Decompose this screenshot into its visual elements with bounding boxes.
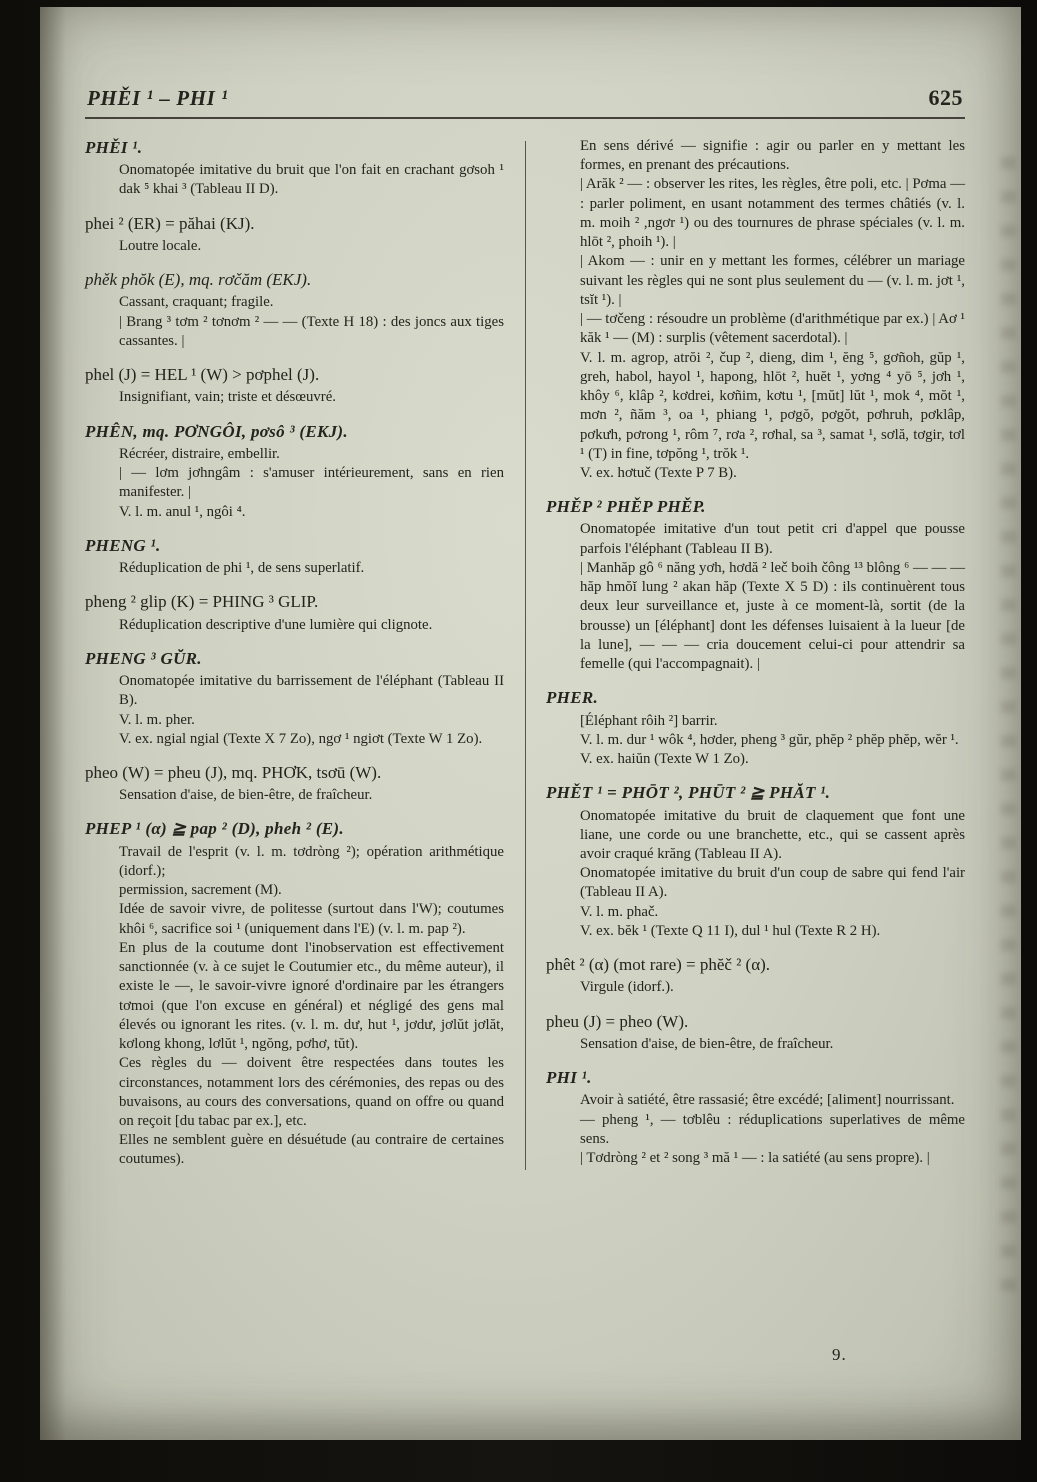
- entry-paragraph: V. l. m. phač.: [580, 903, 659, 920]
- dictionary-entry: [546, 1011, 965, 1054]
- entry-paragraph: En plus de la coutume dont l'inobservation est effectivement sanctionnée (v. à ce sujet le Coutumier etc., du même auteur), il existe le —, le savoir-vivre ignoré d'ordinaire par les étrangers tơmoi (que l'on excuse en général) et négligé des gens mal élevés ou ignorant les rites. (v. l. m. dư, hut ¹, jơdư, jơlŭt jơlăt, kơlong khong, lơlŭt ¹, ngŏng, pơhơ, tŭt).: [119, 939, 504, 1053]
- dictionary-entry: [546, 496, 965, 674]
- entry-paragraph: Sensation d'aise, de bien-être, de fraîcheur.: [580, 1035, 834, 1052]
- dictionary-entry: [546, 1067, 965, 1168]
- entry-paragraph: Virgule (idorf.).: [580, 979, 674, 996]
- entry-body: [85, 786, 504, 805]
- entry-headword: pheo (W) = pheu (J), mq. PHƠK, tsơū (W).: [85, 762, 382, 782]
- entry-body: [85, 616, 504, 635]
- entry-headword: PHENG ³ GŬR.: [85, 648, 202, 668]
- entry-body: [546, 712, 965, 770]
- entry-headword: PHEP ¹ (α) ≧ pap ² (D), pheh ² (E).: [85, 819, 344, 839]
- dictionary-entry: [85, 818, 504, 1169]
- entry-body: [85, 843, 504, 1170]
- entry-paragraph: | Akom — : unir en y mettant les formes, célébrer un mariage suivant les règles qui ne sont plus seulement du — (v. l. m. jơt ¹, tsĭt ¹). |: [580, 253, 965, 308]
- entry-paragraph: Insignifiant, vain; triste et désœuvré.: [119, 389, 336, 406]
- dictionary-entry: [85, 648, 504, 749]
- entry-paragraph: Cassant, craquant; fragile.: [119, 294, 274, 311]
- entry-paragraph: V. l. m. dur ¹ wôk ⁴, hơder, pheng ³ gŭr, phĕp ² phĕp phĕp, wĕr ¹.: [580, 731, 959, 748]
- entry-paragraph: Onomatopée imitative du bruit de claquement que font une liane, une corde ou une branchette, etc., qui se cassent après avoir craqué krăng (Tableau II A).: [580, 807, 965, 863]
- entry-paragraph: Réduplication de phi ¹, de sens superlatif.: [119, 560, 365, 577]
- entry-paragraph: | Arăk ² — : observer les rites, les règles, être poli, etc. | Pơma — : parler poliment, en usant notamment des termes châtiés (v. l. m. moih ² ,ngơr ¹) ou des tournures de phrase spéciales (v. l. m. hlōt ², phoih ¹). |: [580, 176, 965, 251]
- right-column: [546, 137, 965, 1170]
- entry-paragraph: V. ex. haiŭn (Texte W 1 Zo).: [580, 751, 749, 768]
- entry-paragraph: | — lơm jơhngâm : s'amuser intérieurement, sans en rien manifester. |: [119, 465, 504, 501]
- entry-headword: PHĚI ¹.: [85, 138, 143, 157]
- entry-paragraph: V. ex. ngial ngial (Texte X 7 Zo), ngơ ¹ ngiơt (Texte W 1 Zo).: [119, 730, 483, 747]
- entry-body: [85, 237, 504, 256]
- page-number: 625: [928, 85, 963, 110]
- entry-body: [546, 520, 965, 674]
- entry-headword: pheng ² glip (K) = PHING ³ GLIP.: [85, 592, 319, 612]
- entry-paragraph: | Brang ³ tơm ² tơnơm ² — — (Texte H 18) : des joncs aux tiges cassantes. |: [119, 313, 504, 349]
- page-header: [85, 85, 965, 115]
- entry-headword: PHĚP ² PHĚP PHĚP.: [546, 497, 706, 517]
- page-content: [85, 85, 965, 1170]
- dictionary-entry: [546, 954, 965, 997]
- entry-paragraph: Sensation d'aise, de bien-être, de fraîcheur.: [119, 787, 373, 804]
- dictionary-entry: [85, 762, 504, 805]
- dictionary-entry: [546, 137, 965, 483]
- entry-paragraph: En sens dérivé — signifie : agir ou parler en y mettant les formes, en prenant des précautions.: [580, 138, 965, 174]
- entry-paragraph: Elles ne semblent guère en désuétude (au contraire de certaines coutumes).: [119, 1132, 504, 1168]
- dictionary-entry: [85, 269, 504, 351]
- left-column: [85, 137, 504, 1170]
- gutter-shadow: [40, 7, 66, 1440]
- entry-headword: PHĚT ¹ = PHŌT ², PHŪT ² ≧ PHĂT ¹.: [546, 783, 831, 803]
- entry-paragraph: V. l. m. agrop, atrŏi ², čup ², dieng, dim ¹, ĕng ⁵, gơñoh, gŭp ¹, greh, habol, hayol ¹, hapong, hlōt ², huĕt ¹, yơng ⁴ yō ⁵, jơh ¹, khôy ⁶, klâp ², kơdrei, kơñim, kơtu ¹, [mŭt] lŭt ¹, mok ⁴, mŏt ¹, mơn ², ñăm ³, oa ¹, phiang ¹, pơgŏ, pơgŏt, pơhruh, pơklâp, pơkưh, pơrong ¹, rôm ⁷, rơa ², rơhal, sa ³, samat ¹, sơlă, tơgir, tơl ¹ (T) in fine, tơpŏng ¹, trŏk ¹.: [580, 349, 965, 462]
- entry-headword: phêt ² (α) (mot rare) = phĕč ² (α).: [546, 955, 771, 975]
- dictionary-entry: [546, 687, 965, 769]
- entry-paragraph: Récréer, distraire, embellir.: [119, 445, 280, 462]
- header-rule: [85, 117, 965, 119]
- entry-paragraph: V. l. m. pher.: [119, 711, 195, 728]
- entry-headword: PHI ¹.: [546, 1068, 592, 1088]
- entry-paragraph: V. l. m. anul ¹, ngôi ⁴.: [119, 503, 246, 520]
- entry-paragraph: V. ex. hơtuč (Texte P 7 B).: [580, 464, 737, 481]
- entry-paragraph: Idée de savoir vivre, de politesse (surtout dans l'W); coutumes khôi ⁶, sacrifice soi ¹ (uniquement dans l'E) (v. l. m. pap ²).: [119, 901, 504, 937]
- entry-paragraph: Avoir à satiété, être rassasié; être excédé; [aliment] nourrissant.: [580, 1092, 955, 1109]
- entry-paragraph: permission, sacrement (M).: [119, 882, 282, 899]
- entry-paragraph: — pheng ¹, — tơblêu : réduplications superlatives de même sens.: [580, 1111, 965, 1147]
- entry-paragraph: | Tơdròng ² et ² song ³ mă ¹ — : la satiété (au sens propre). |: [580, 1150, 930, 1167]
- entry-headword: phei ² (ER) = păhai (KJ).: [85, 213, 255, 233]
- entry-headword: phel (J) = HEL ¹ (W) > pơphel (J).: [85, 365, 320, 385]
- entry-body: [85, 161, 504, 199]
- entry-body: [546, 978, 965, 997]
- entry-paragraph: Ces règles du — doivent être respectées dans toutes les circonstances, notamment lors des cérémonies, des repas ou des buvaisons, au cours des conversations, quand on offre ou quand on reçoit [du tabac par ex.], etc.: [119, 1055, 504, 1129]
- dictionary-entry: [546, 782, 965, 941]
- dictionary-entry: [85, 535, 504, 578]
- dictionary-entry: [85, 213, 504, 256]
- entry-body: [546, 1035, 965, 1054]
- entry-headword: PHER.: [546, 688, 599, 708]
- column-divider: [525, 141, 526, 1170]
- entry-headword: PHENG ¹.: [85, 535, 161, 555]
- dictionary-entry: [85, 364, 504, 407]
- entry-headword: PHÊN, mq. PƠNGÔI, pơsô ³ (EKJ).: [85, 421, 348, 441]
- entry-paragraph: | Manhăp gô ⁶ năng yơh, hơdă ² leč boih čông ¹³ blông ⁶ — — — hăp hmŏĭ lung ² akan hăp (Texte X 5 D) : ils continuèrent tous deux leur surveillance et, juste à ce moment-là, sortit (de la brousse) un [éléphant] dont les défenses luisaient à la lueur [de la lune], — — — cria doucement celui-ci pour attendrir sa femelle (qui l'accompagnait). |: [580, 559, 965, 673]
- entry-body: [546, 137, 965, 483]
- entry-body: [85, 293, 504, 351]
- entry-paragraph: Réduplication descriptive d'une lumière qui clignote.: [119, 616, 433, 633]
- entry-body: [85, 388, 504, 407]
- entry-headword: pheu (J) = pheo (W).: [546, 1011, 689, 1031]
- entry-paragraph: Onomatopée imitative du barrissement de l'éléphant (Tableau II B).: [119, 673, 504, 709]
- entry-paragraph: Onomatopée imitative du bruit d'un coup de sabre qui fend l'air (Tableau II A).: [580, 865, 965, 901]
- entry-headword: phěk phŏk (E), mq. rơčăm (EKJ).: [85, 270, 312, 290]
- running-head: PHĚI ¹ – PHI ¹: [87, 86, 229, 110]
- entry-paragraph: Onomatopée imitative d'un tout petit cri d'appel que pousse parfois l'éléphant (Tableau II B).: [580, 521, 965, 557]
- entry-body: [546, 1091, 965, 1168]
- text-columns: [85, 137, 965, 1170]
- entry-body: [85, 672, 504, 749]
- entry-paragraph: Onomatopée imitative du bruit que l'on fait en crachant gơsoh ¹ dak ⁵ khai ³ (Tableau II D).: [119, 162, 504, 198]
- entry-paragraph: | — tơčeng : résoudre un problème (d'arithmétique par ex.) | Aơ ¹ kăk ¹ — (M) : surplis (vêtement sacerdotal). |: [580, 311, 965, 347]
- dictionary-entry: [85, 137, 504, 200]
- entry-paragraph: Loutre locale.: [119, 237, 202, 254]
- entry-paragraph: Travail de l'esprit (v. l. m. tơdròng ²); opération arithmétique (idorf.);: [119, 843, 504, 879]
- entry-paragraph: V. ex. bĕk ¹ (Texte Q 11 I), dul ¹ hul (Texte R 2 H).: [580, 922, 881, 939]
- entry-body: [546, 807, 965, 942]
- entry-body: [85, 559, 504, 578]
- entry-paragraph: [Éléphant rôih ²] barrir.: [580, 712, 718, 729]
- footer-number: 9.: [832, 1345, 847, 1364]
- dictionary-entry: [85, 421, 504, 522]
- dictionary-entry: [85, 591, 504, 634]
- scan-artifact: [1001, 157, 1016, 1307]
- entry-body: [85, 445, 504, 522]
- scanned-page: [40, 7, 1021, 1440]
